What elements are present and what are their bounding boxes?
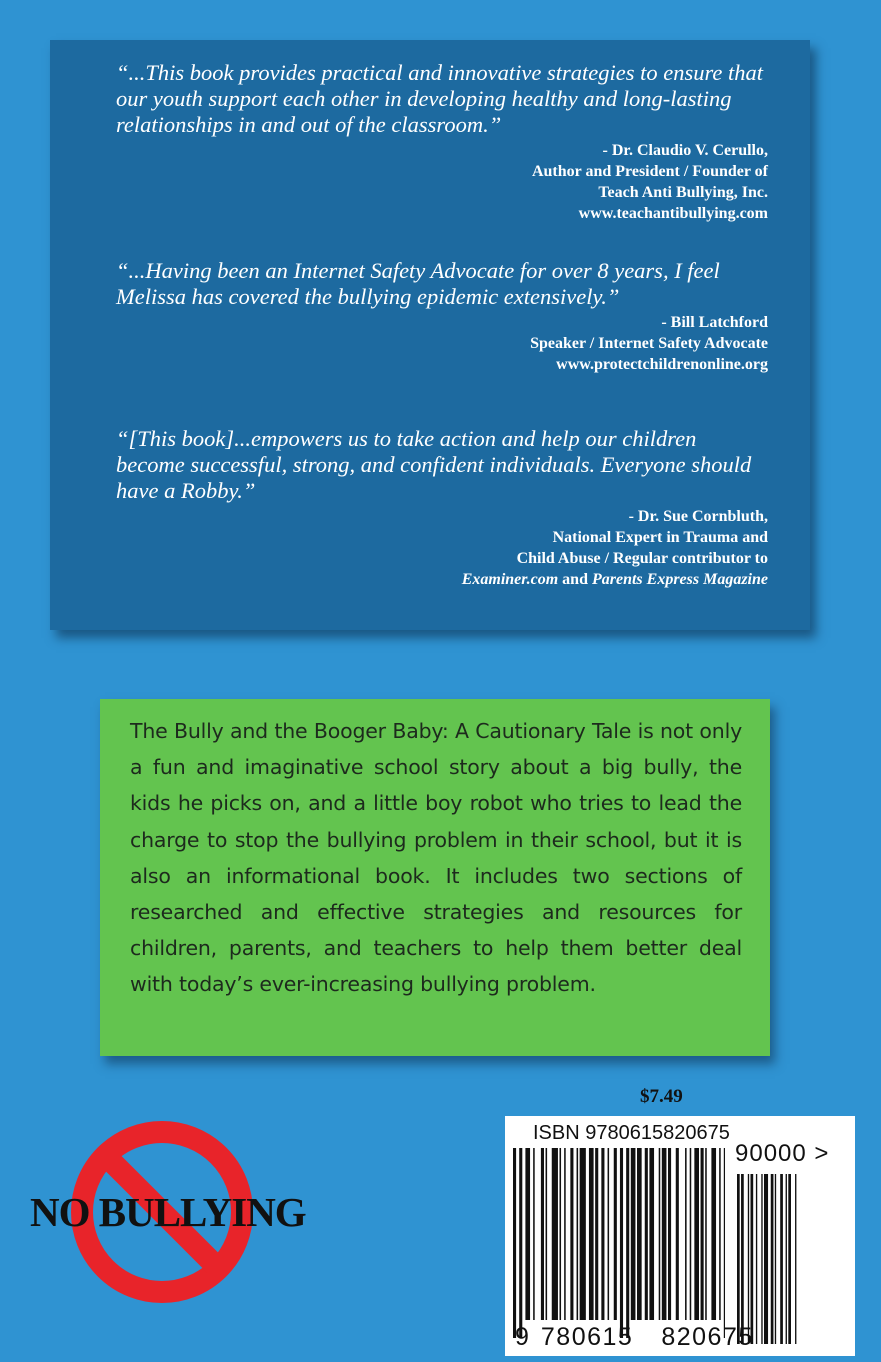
- endorsements-panel: [50, 40, 810, 630]
- endorsement-quote-3: [116, 426, 768, 590]
- quote-attribution: [116, 312, 768, 375]
- ean-right-group: 820675: [661, 1323, 754, 1351]
- attribution-line: Speaker / Internet Safety Advocate: [530, 335, 768, 352]
- attribution-conjunction: and: [558, 571, 592, 588]
- ean-left-group: 780615: [540, 1323, 634, 1351]
- quote-text: “[This book]...empowers us to take action and help our children become successful, strong, and confident individuals. Everyone should have a Robby.”: [116, 426, 752, 503]
- endorsement-quote-1: [116, 60, 768, 224]
- quote-attribution: [116, 506, 768, 590]
- attribution-line: - Dr. Sue Cornbluth,: [628, 508, 768, 525]
- isbn-number: ISBN 9780615820675: [533, 1122, 730, 1144]
- attribution-line: Author and President / Founder of: [531, 163, 768, 180]
- book-description-panel: [100, 699, 770, 1056]
- addon-barcode-bars: [737, 1174, 799, 1344]
- publication-parents-express: Parents Express Magazine: [591, 571, 768, 588]
- isbn-barcode: [505, 1116, 855, 1356]
- price-label: $7.49: [640, 1086, 683, 1107]
- quote-text: “...This book provides practical and innovative strategies to ensure that our youth support each other in developing healthy and long-lasting relationships in and out of the classroom.”: [116, 60, 764, 137]
- ean-barcode-bars: [513, 1148, 725, 1338]
- endorsement-quote-2: [116, 258, 768, 375]
- no-bullying-text: NO BULLYING: [30, 1189, 306, 1235]
- attribution-line: Child Abuse / Regular contributor to: [516, 550, 768, 567]
- attribution-website: www.protectchildrenonline.org: [556, 356, 768, 373]
- book-description: The Bully and the Booger Baby: A Cautionary Tale is not only a fun and imaginative school story about a big bully, the kids he picks on, and a little boy robot who tries to lead the charge to stop the bullying problem in their school, but it is also an informational book. It includes two sections of researched and effective strategies and resources for children, parents, and teachers to help them better deal with today’s ever-increasing bullying problem.: [130, 719, 742, 997]
- attribution-website: www.teachantibullying.com: [578, 205, 768, 222]
- ean-human-readable: [515, 1323, 754, 1352]
- attribution-line: Teach Anti Bullying, Inc.: [598, 184, 768, 201]
- attribution-line: National Expert in Trauma and: [552, 529, 768, 546]
- attribution-line: - Dr. Claudio V. Cerullo,: [602, 142, 768, 159]
- attribution-line: [116, 569, 768, 590]
- ean-first-digit: 9: [515, 1323, 529, 1351]
- quote-text: “...Having been an Internet Safety Advocate for over 8 years, I feel Melissa has covered the bullying epidemic extensively.”: [116, 258, 720, 309]
- publication-examiner: Examiner.com: [461, 571, 559, 588]
- attribution-line: - Bill Latchford: [661, 314, 768, 331]
- quote-attribution: [116, 140, 768, 224]
- no-bullying-badge: [20, 1112, 320, 1362]
- barcode-addon-number: 90000 >: [735, 1140, 830, 1167]
